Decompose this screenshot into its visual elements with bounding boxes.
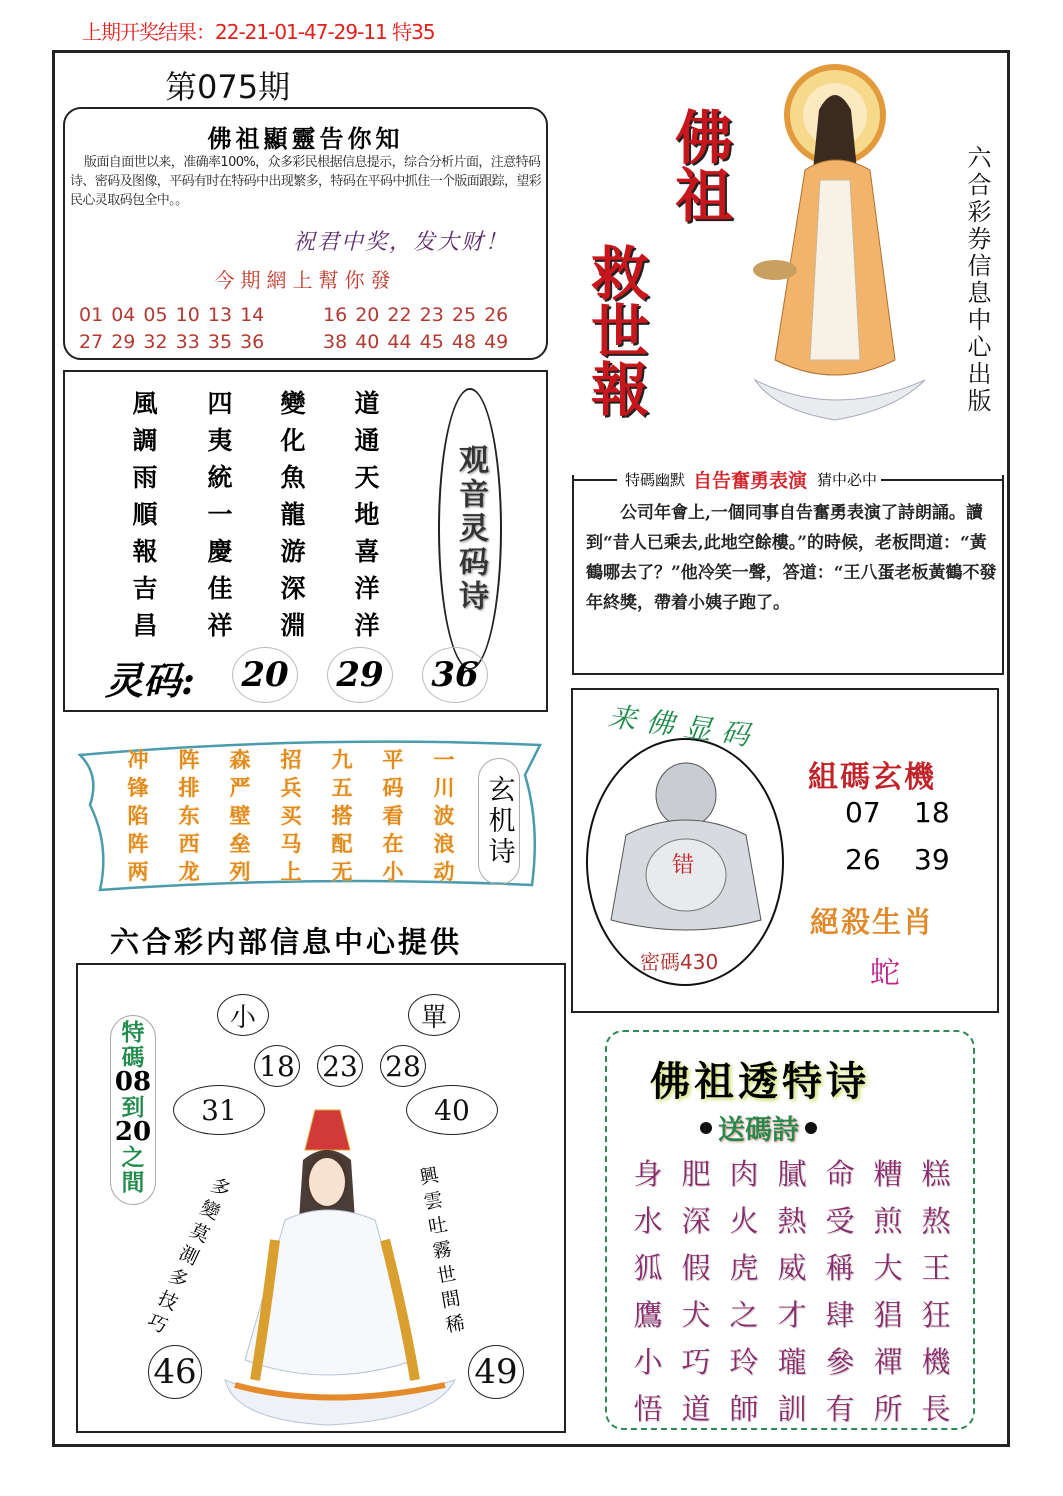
provider-line: 六合彩内部信息中心提供: [110, 925, 463, 959]
special-poem-char: 之: [729, 1298, 759, 1332]
xuanji-grid-char: 阵: [178, 747, 200, 772]
tema-char: 特: [121, 1019, 145, 1046]
xuanji-grid-char: 列: [229, 859, 251, 884]
xuanji-grid-char: 东: [178, 803, 200, 828]
guanyin-grid-char: 雨: [132, 463, 158, 492]
xuanji-grid-char: 排: [178, 775, 200, 800]
xuanji-grid-char: 无: [331, 859, 353, 884]
special-poem-char: 水: [633, 1204, 663, 1238]
xuanji-grid-char: 平: [382, 747, 404, 772]
special-poem-char: 假: [681, 1251, 711, 1285]
joke-text: 公司年會上,一個同事自告奮勇表演了詩朗誦。讀到“昔人已乘去,此地空餘樓。”的時候，老板問道：“黃鶴哪去了？”他冷笑一聲，答道：“王八蛋老板黃鶴不發年終獎，帶着小姨子跑了。: [586, 503, 997, 613]
special-poem-char: 肉: [729, 1157, 759, 1191]
tema-from: 08: [114, 1067, 152, 1097]
special-poem-char: 訓: [777, 1392, 807, 1426]
special-poem-char: 機: [921, 1345, 951, 1379]
xuanji-grid-char: 壁: [229, 803, 251, 828]
guanyin-grid-char: 四: [207, 389, 233, 418]
xuanji-grid-char: 一: [433, 747, 455, 772]
tag-odd: 單: [408, 994, 460, 1036]
secret-code: 密碼430: [640, 950, 719, 974]
tema-to: 20: [114, 1117, 152, 1147]
guanyin-grid-char: 游: [280, 537, 306, 566]
xuanji-grid-char: 上: [280, 859, 302, 884]
guanyin-grid-char: 風: [132, 389, 158, 418]
special-poem-char: 肥: [681, 1157, 711, 1191]
guanyin-grid-char: 祥: [207, 611, 233, 640]
xuanji-grid-char: 看: [382, 803, 404, 828]
xuanji-grid-char: 兵: [280, 775, 302, 800]
guanyin-grid-char: 天: [354, 463, 380, 492]
xuanji-grid-char: 马: [280, 831, 302, 856]
numbers-row1-left: 01 04 05 10 13 14: [79, 304, 265, 326]
special-poem-subtitle: 送碼詩: [718, 1115, 799, 1146]
xuanji-grid-char: 陷: [127, 803, 149, 828]
special-poem-char: 悟: [633, 1392, 663, 1426]
help-title: 今期網上幫你發: [214, 268, 397, 292]
guanyin-grid-char: 魚: [280, 463, 306, 492]
special-poem-char: 膩: [777, 1157, 807, 1191]
top-number: 28: [380, 1045, 426, 1087]
bottom-right-number: 49: [468, 1345, 524, 1399]
guanyin-grid-char: 龍: [280, 500, 306, 529]
guanyin-grid-char: 淵: [280, 611, 306, 640]
bullet-icon: [805, 1122, 817, 1134]
xuanji-grid-char: 招: [280, 747, 302, 772]
xuanji-grid-char: 冲: [127, 747, 149, 772]
guanyin-grid-char: 調: [132, 426, 158, 455]
special-poem-char: 所: [873, 1392, 903, 1426]
guanyin-grid-char: 昌: [132, 611, 158, 640]
laughing-buddha-image: [606, 755, 766, 935]
special-poem-char: 王: [921, 1251, 951, 1285]
group-number: 18: [914, 796, 950, 829]
xuanji-grid-char: 阵: [127, 831, 149, 856]
tema-char: 間: [121, 1169, 145, 1196]
tema-char: 之: [121, 1144, 145, 1171]
xuanji-grid-char: 垒: [229, 831, 251, 856]
xuanji-grid-char: 龙: [178, 859, 200, 884]
buddha-center-char: 错: [672, 853, 695, 878]
special-poem-char: 狐: [633, 1251, 663, 1285]
xuanji-grid-char: 搭: [331, 803, 353, 828]
special-poem-char: 威: [777, 1251, 807, 1285]
joke-label-right: 猜中必中: [817, 471, 878, 489]
guanyin-grid-char: 洋: [354, 574, 380, 603]
special-poem-char: 虎: [729, 1251, 759, 1285]
xuanji-grid-char: 川: [433, 775, 455, 800]
xuanji-grid-char: 动: [433, 859, 455, 884]
guanyin-grid-char: 通: [354, 426, 380, 455]
guanyin-grid-char: 順: [132, 500, 158, 529]
guanyin-grid-char: 道: [354, 389, 380, 418]
guanyin-grid-char: 洋: [354, 611, 380, 640]
kill-title: 絕殺生肖: [810, 905, 935, 939]
guanyin-grid-char: 喜: [354, 537, 380, 566]
guanyin-poem-label: 观音灵码诗: [453, 444, 488, 614]
xuanji-grid-char: 五: [331, 775, 353, 800]
special-poem-char: 大: [873, 1251, 903, 1285]
wish-text: 祝君中奖，发大财！: [293, 230, 510, 255]
guanyin-poem-label-oval: [438, 388, 502, 670]
tema-char: 到: [121, 1094, 145, 1121]
notice-body: 版面自面世以来，准确率100%，众多彩民根据信息提示，综合分析片面，注意特码诗、密码及图像，平码有时在特码中出现繁多，特码在平码中抓住一个版面跟踪，望彩民心灵取码包全中。。: [70, 155, 542, 208]
xuanji-grid-char: 配: [331, 831, 353, 856]
xuanji-grid-char: 买: [280, 803, 302, 828]
masthead-title-left: 救世報: [581, 243, 649, 417]
special-poem-char: 熬: [921, 1204, 951, 1238]
buddha-title: 来佛显码: [606, 699, 762, 754]
xuanji-grid-char: 西: [178, 831, 200, 856]
lingma-number: 20: [232, 647, 298, 703]
special-poem-char: 命: [825, 1157, 855, 1191]
top-number: 23: [317, 1045, 363, 1087]
guanyin-grid-char: 慶: [207, 537, 233, 566]
left-verse: 多變莫測多技巧: [139, 1172, 234, 1341]
special-poem-char: 身: [633, 1157, 663, 1191]
tag-small: 小: [217, 994, 269, 1036]
publisher: 六合彩券信息中心出版: [963, 145, 991, 415]
xuanji-grid-char: 森: [229, 747, 251, 772]
special-poem-char: 煎: [873, 1204, 903, 1238]
xuanji-label: 玄机诗: [483, 775, 515, 868]
numbers-row1-right: 16 20 22 23 25 26: [323, 304, 509, 326]
guanyin-seated-image: [215, 1100, 465, 1430]
lingma-label: 灵码:: [105, 658, 196, 703]
group-number: 07: [845, 796, 881, 829]
xuanji-grid-char: 两: [127, 859, 149, 884]
guanyin-grid-char: 夷: [207, 426, 233, 455]
masthead-title-right: 佛祖: [665, 107, 733, 223]
xuanji-grid-char: 九: [331, 747, 353, 772]
guanyin-grid-char: 深: [280, 574, 306, 603]
group-number: 26: [845, 843, 881, 876]
special-poem-char: 玲: [729, 1345, 759, 1379]
special-poem-char: 受: [825, 1204, 855, 1238]
bottom-left-number: 46: [148, 1345, 202, 1399]
right-number: 40: [406, 1085, 498, 1135]
lingma-number: 29: [327, 647, 393, 703]
special-poem-char: 禪: [873, 1345, 903, 1379]
guanyin-grid-char: 佳: [207, 574, 233, 603]
special-poem-char: 犬: [681, 1298, 711, 1332]
right-verse: 興雲吐霧世間稀: [414, 1164, 468, 1341]
special-poem-char: 熱: [777, 1204, 807, 1238]
special-poem-char: 長: [921, 1392, 951, 1426]
special-poem-char: 肆: [825, 1298, 855, 1332]
guanyin-grid-char: 報: [132, 537, 158, 566]
special-poem-title: 佛祖透特诗: [650, 1058, 870, 1105]
special-poem-char: 糕: [921, 1157, 951, 1191]
xuanji-grid-char: 在: [382, 831, 404, 856]
notice-box: [63, 107, 548, 360]
group-title: 組碼玄機: [808, 760, 936, 795]
xuanji-grid-char: 波: [433, 803, 455, 828]
xuanji-grid-char: 锋: [127, 775, 149, 800]
tema-range-pill: [110, 1015, 156, 1205]
special-poem-char: 糟: [873, 1157, 903, 1191]
xuanji-grid-char: 严: [229, 775, 251, 800]
notice-title: 佛祖顯靈告你知: [207, 124, 404, 153]
special-poem-subtitle-row: [700, 1108, 817, 1147]
special-poem-char: 瓏: [777, 1345, 807, 1379]
special-poem-char: 深: [681, 1204, 711, 1238]
special-poem-char: 師: [729, 1392, 759, 1426]
special-poem-char: 火: [729, 1204, 759, 1238]
joke-title: 自告奮勇表演: [693, 470, 808, 492]
special-poem-char: 參: [825, 1345, 855, 1379]
kill-zodiac: 蛇: [870, 956, 900, 991]
xuanji-grid-char: 码: [382, 775, 404, 800]
special-poem-char: 稱: [825, 1251, 855, 1285]
guanyin-grid-char: 統: [207, 463, 233, 492]
tema-char: 碼: [121, 1044, 145, 1071]
guanyin-grid-char: 吉: [132, 574, 158, 603]
special-poem-char: 猖: [873, 1298, 903, 1332]
guanyin-standing-image: [735, 60, 945, 430]
numbers-row2-right: 38 40 44 45 48 49: [323, 331, 509, 353]
last-result: 上期开奖结果：22-21-01-47-29-11 特35: [82, 20, 435, 44]
joke-label-left: 特碼幽默: [625, 471, 686, 489]
lingma-number: 36: [422, 647, 488, 703]
top-number: 18: [254, 1045, 300, 1087]
group-number: 39: [914, 843, 950, 876]
xuanji-label-pill: [478, 758, 520, 885]
xuanji-grid-char: 小: [382, 859, 404, 884]
special-poem-char: 小: [633, 1345, 663, 1379]
issue-number: 第075期: [165, 68, 291, 106]
special-poem-char: 巧: [681, 1345, 711, 1379]
numbers-row2-left: 27 29 32 33 35 36: [79, 331, 265, 353]
special-poem-char: 才: [777, 1298, 807, 1332]
guanyin-grid-char: 變: [280, 389, 306, 418]
bullet-icon: [700, 1122, 712, 1134]
left-number: 31: [173, 1085, 265, 1135]
special-poem-char: 有: [825, 1392, 855, 1426]
guanyin-grid-char: 地: [354, 500, 380, 529]
special-poem-char: 道: [681, 1392, 711, 1426]
guanyin-grid-char: 化: [280, 426, 306, 455]
special-poem-char: 狂: [921, 1298, 951, 1332]
guanyin-grid-char: 一: [207, 500, 233, 529]
xuanji-grid-char: 浪: [433, 831, 455, 856]
special-poem-char: 鷹: [633, 1298, 663, 1332]
